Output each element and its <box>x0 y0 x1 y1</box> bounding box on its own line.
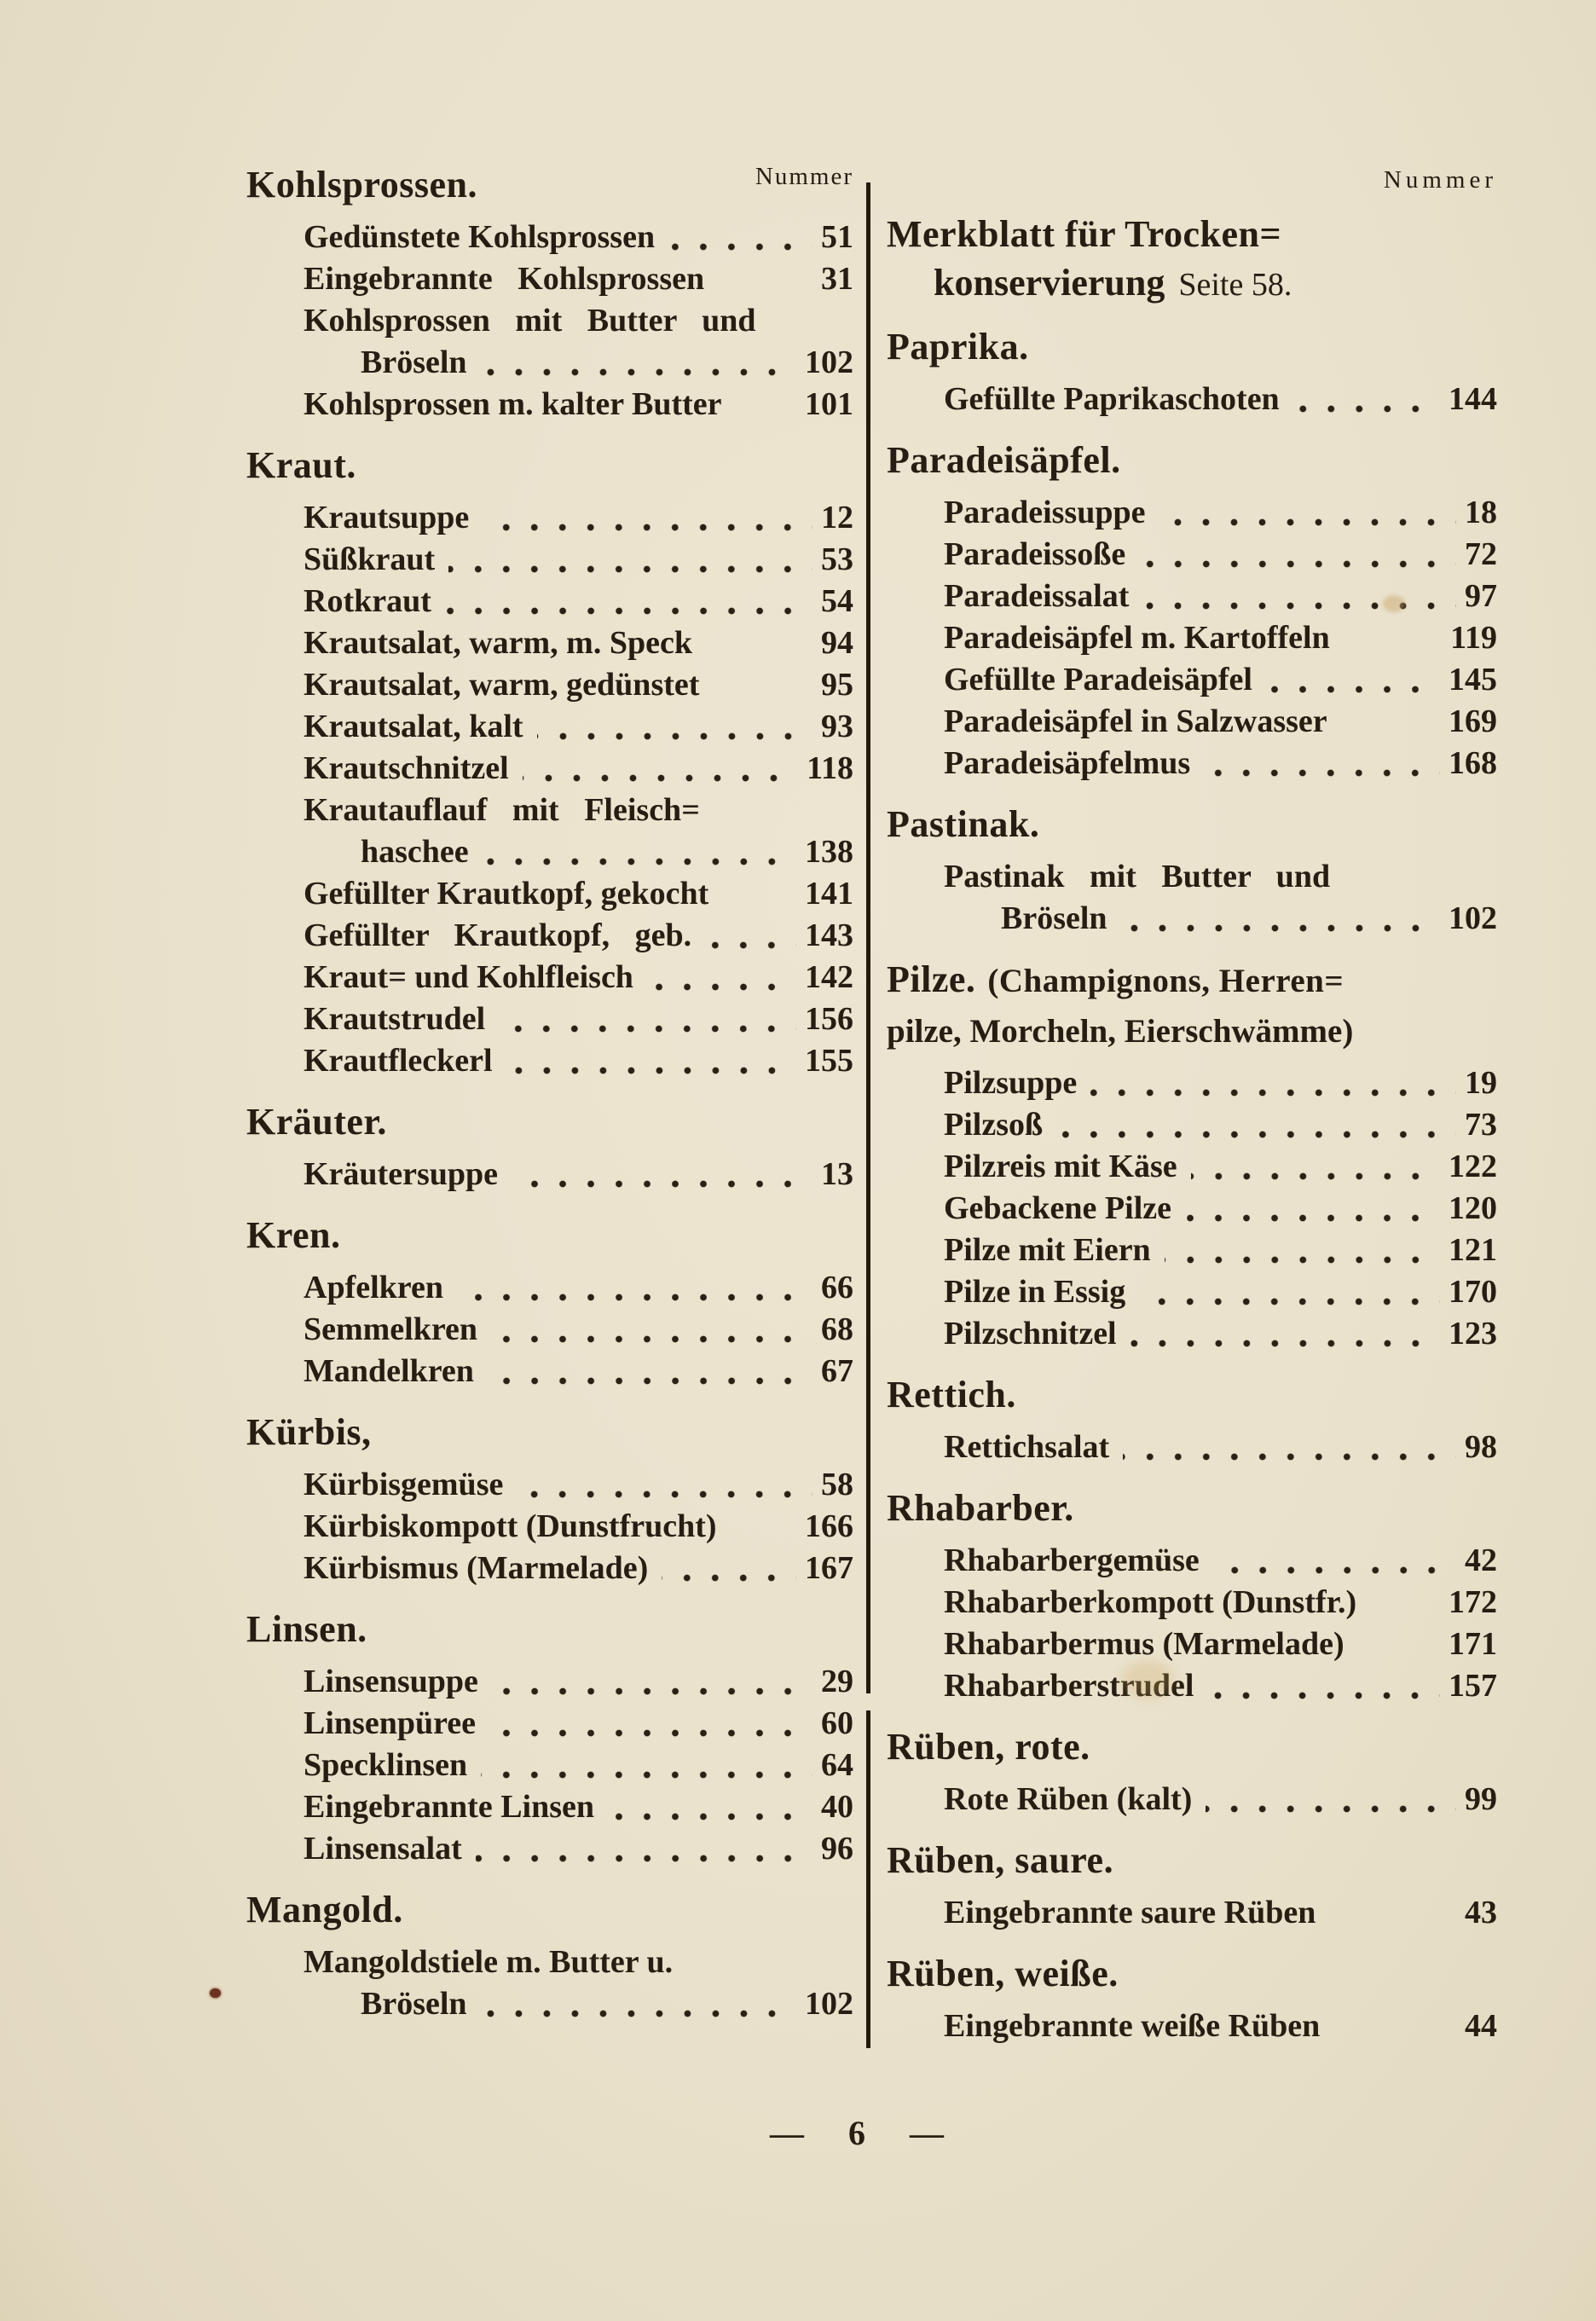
entry-number: 58 <box>821 1467 853 1502</box>
dot-leader <box>1335 644 1442 651</box>
entry-label: Kräutersuppe <box>304 1156 498 1192</box>
entry-label: Pilzsoß <box>944 1107 1044 1143</box>
dot-leader <box>727 410 797 418</box>
entry-number: 118 <box>807 750 853 786</box>
column-divider <box>866 182 870 1693</box>
entry-label: Rote Rüben (kalt) <box>944 1781 1193 1817</box>
index-entry <box>246 497 853 539</box>
section-heading <box>246 1887 853 1933</box>
entry-number: 43 <box>1465 1895 1497 1930</box>
dot-leader <box>1121 924 1440 932</box>
dot-leader <box>481 2010 796 2017</box>
entry-number: 168 <box>1449 745 1497 781</box>
entry-number: 31 <box>821 261 853 297</box>
index-entry <box>887 617 1497 659</box>
section-heading-line2 <box>887 1008 1497 1054</box>
entry-label: Kürbiskompott (Dunstfrucht) <box>304 1508 717 1544</box>
entry-number: 40 <box>821 1789 853 1825</box>
dot-leader <box>714 900 796 907</box>
dot-leader <box>1139 1298 1440 1305</box>
section-heading <box>887 957 1497 1004</box>
entry-number: 166 <box>805 1508 853 1544</box>
section-title-note: pilze, Morcheln, Eierschwämme) <box>887 1013 1354 1050</box>
entry-number: 102 <box>805 344 853 380</box>
section-heading <box>246 1606 853 1652</box>
index-entry <box>887 1540 1497 1582</box>
section-title: Paradeisäpfel. <box>887 439 1121 481</box>
entry-label: Krautsalat, warm, m. Speck <box>304 625 692 661</box>
entry-number: 97 <box>1465 578 1497 614</box>
index-entry <box>246 1351 853 1392</box>
entry-number: 72 <box>1465 536 1497 572</box>
entry-number: 64 <box>821 1747 853 1783</box>
entry-label: Rhabarbergemüse <box>944 1543 1200 1578</box>
entry-label: Eingebrannte Linsen <box>304 1789 595 1825</box>
section-heading <box>887 1838 1497 1884</box>
section-title: Kohlsprossen. <box>246 164 477 205</box>
dot-leader <box>512 1180 812 1188</box>
entry-number: 167 <box>805 1550 853 1586</box>
page-number <box>729 2113 985 2153</box>
entry-label: Krautauflauf mit Fleisch= <box>304 792 700 828</box>
dot-leader <box>445 607 812 615</box>
entry-label: Eingebrannte saure Rüben <box>944 1895 1316 1930</box>
dot-leader <box>1139 560 1456 568</box>
section-heading <box>246 443 853 489</box>
index-entry <box>246 1548 853 1589</box>
entry-number: 12 <box>821 500 853 535</box>
index-entry <box>246 1703 853 1745</box>
entry-label: Krautsuppe <box>304 500 470 535</box>
entry-label: Kürbisgemüse <box>304 1467 504 1502</box>
section-title: Rhabarber. <box>887 1487 1074 1529</box>
entry-label: Pilzsuppe <box>944 1065 1078 1101</box>
entry-number: 143 <box>805 917 853 953</box>
index-entry <box>887 492 1497 534</box>
index-entry <box>887 743 1497 784</box>
section-heading <box>887 1372 1497 1418</box>
section-heading <box>887 1951 1497 1997</box>
page-number-value: 6 <box>848 2114 865 2152</box>
entry-label: Gefüllte Paprikaschoten <box>944 381 1280 417</box>
dot-leader <box>457 1294 812 1301</box>
entry-label: Gefüllter Krautkopf, gekocht <box>304 876 709 912</box>
section-title: Kürbis, <box>246 1411 372 1453</box>
entry-number: 138 <box>805 834 853 870</box>
entry-number: 29 <box>821 1664 853 1699</box>
entry-label: Paradeissuppe <box>944 495 1146 530</box>
index-entry <box>887 701 1497 743</box>
entry-number: 119 <box>1450 620 1497 656</box>
section-heading <box>887 1724 1497 1770</box>
entry-number: 155 <box>805 1043 853 1079</box>
entry-label: Kohlsprossen mit Butter und <box>304 303 756 339</box>
entry-label: Rhabarberstrudel <box>944 1668 1194 1704</box>
index-entry <box>246 1942 853 1983</box>
index-entry <box>246 1154 853 1195</box>
index-entry <box>246 300 853 342</box>
index-entry <box>246 748 853 790</box>
index-entry <box>246 1506 853 1548</box>
entry-number: 102 <box>805 1986 853 2022</box>
entry-number: 68 <box>821 1311 853 1347</box>
entry-label: Bröseln <box>361 344 467 380</box>
page-number-dash: — <box>910 2114 944 2152</box>
entry-number: 141 <box>805 876 853 912</box>
dot-leader <box>481 368 796 376</box>
entry-number: 98 <box>1465 1429 1497 1465</box>
index-entry <box>887 576 1497 617</box>
dot-leader <box>517 1490 812 1498</box>
entry-label: Kürbismus (Marmelade) <box>304 1550 649 1586</box>
index-entry <box>887 1230 1497 1271</box>
dot-leader <box>1333 727 1440 735</box>
section-heading <box>246 162 853 208</box>
section-heading <box>887 211 1497 258</box>
dot-leader <box>506 1067 796 1074</box>
index-entry <box>246 706 853 748</box>
entry-number: 170 <box>1449 1274 1497 1310</box>
dot-leader <box>489 1729 812 1737</box>
entry-label: Bröseln <box>361 1986 467 2022</box>
dot-leader <box>1191 1172 1440 1180</box>
index-entry <box>246 622 853 664</box>
section-heading <box>246 1409 853 1456</box>
entry-number: 102 <box>1449 900 1497 936</box>
section-heading <box>887 437 1497 483</box>
dot-leader <box>448 565 812 573</box>
section-title: Linsen. <box>246 1608 367 1650</box>
dot-leader <box>483 858 796 865</box>
entry-label: Krautstrudel <box>304 1001 486 1037</box>
dot-leader <box>1130 1340 1440 1347</box>
entry-number: 121 <box>1449 1232 1497 1268</box>
dot-leader <box>608 1813 812 1820</box>
entry-label: Linsenpüree <box>304 1705 477 1741</box>
entry-number: 122 <box>1449 1149 1497 1184</box>
entry-number: 13 <box>821 1156 853 1192</box>
index-entry <box>246 915 853 957</box>
section-heading <box>246 1099 853 1145</box>
index-entry <box>887 379 1497 420</box>
section-title: Kräuter. <box>246 1101 387 1143</box>
entry-number: 93 <box>821 709 853 744</box>
index-entry <box>246 1786 853 1828</box>
section-heading <box>246 1213 853 1259</box>
index-entry <box>246 539 853 581</box>
dot-leader <box>1090 1089 1456 1097</box>
dot-leader <box>1123 1453 1456 1461</box>
index-entry <box>246 258 853 300</box>
section-title: Mangold. <box>246 1889 403 1930</box>
entry-number: 66 <box>821 1270 853 1305</box>
entry-label: Pastinak mit Butter und <box>944 859 1331 894</box>
dot-leader <box>705 941 796 949</box>
index-entry <box>246 1040 853 1082</box>
index-entry <box>887 898 1497 940</box>
index-entry <box>246 1309 853 1351</box>
index-entry <box>246 1267 853 1309</box>
dot-leader <box>488 1377 812 1385</box>
entry-label: Bröseln <box>1001 900 1107 936</box>
section-heading-line2 <box>887 261 1497 307</box>
index-entry <box>246 831 853 873</box>
dot-leader <box>668 243 812 251</box>
dot-leader <box>1213 1566 1456 1574</box>
index-entry <box>246 664 853 706</box>
entry-label: Paradeissoße <box>944 536 1126 572</box>
dot-leader <box>647 983 796 991</box>
dot-leader <box>491 1335 812 1343</box>
entry-number: 60 <box>821 1705 853 1741</box>
section-title-continued: konservierung <box>934 262 1165 304</box>
entry-label: Gefüllter Krautkopf, geb. <box>304 917 692 953</box>
entry-label: Paradeisäpfelmus <box>944 745 1191 781</box>
entry-number: 42 <box>1465 1543 1497 1578</box>
column-divider <box>866 1710 870 2048</box>
entry-label: Krautsalat, kalt <box>304 709 523 744</box>
index-entry <box>887 1104 1497 1146</box>
page-number-dash: — <box>770 2114 804 2152</box>
section-title: Paprika. <box>887 326 1029 368</box>
dot-leader <box>1325 2032 1456 2040</box>
entry-number: 67 <box>821 1353 853 1389</box>
entry-label: Gebackene Pilze <box>944 1190 1171 1226</box>
entry-label: Gedünstete Kohlsprossen <box>304 219 656 255</box>
index-entry <box>246 1661 853 1703</box>
entry-label: Süßkraut <box>304 541 436 577</box>
entry-number: 169 <box>1449 703 1497 739</box>
entry-number: 142 <box>805 959 853 995</box>
dot-leader <box>1056 1131 1456 1138</box>
entry-number: 101 <box>805 386 853 422</box>
section-title-note: (Champignons, Herren= <box>987 963 1344 999</box>
index-entry <box>887 1313 1497 1355</box>
dot-leader <box>1159 518 1456 526</box>
entry-label: Kohlsprossen m. kalter Butter <box>304 386 722 422</box>
fox-spot <box>1122 1661 1173 1699</box>
index-entry <box>246 342 853 384</box>
dot-leader <box>537 732 812 740</box>
index-entry <box>246 1828 853 1870</box>
entry-number: 145 <box>1449 662 1497 697</box>
entry-number: 171 <box>1449 1626 1497 1662</box>
index-entry <box>246 998 853 1040</box>
index-entry <box>887 1779 1497 1820</box>
entry-label: Paradeisäpfel in Salzwasser <box>944 703 1327 739</box>
entry-label: Apfelkren <box>304 1270 443 1305</box>
entry-label: Rettichsalat <box>944 1429 1110 1465</box>
section-heading <box>887 324 1497 370</box>
entry-number: 144 <box>1449 381 1497 417</box>
dot-leader <box>709 285 812 292</box>
section-title: Rüben, rote. <box>887 1726 1090 1768</box>
dot-leader <box>1206 1805 1456 1813</box>
index-entry <box>246 1464 853 1506</box>
dot-leader <box>662 1574 796 1582</box>
dot-leader <box>481 1771 812 1779</box>
entry-number: 157 <box>1449 1668 1497 1704</box>
index-entry <box>246 873 853 915</box>
entry-label: Paradeissalat <box>944 578 1130 614</box>
number-column-header: Nummer <box>755 163 853 190</box>
dot-leader <box>1207 1692 1440 1699</box>
dot-leader <box>722 1532 796 1540</box>
left-column <box>246 162 853 2025</box>
entry-label: Krautsalat, warm, gedünstet <box>304 667 700 703</box>
entry-label: Pilzschnitzel <box>944 1316 1117 1352</box>
entry-label: Pilzreis mit Käse <box>944 1149 1177 1184</box>
index-entry <box>887 1665 1497 1707</box>
dot-leader <box>1185 1214 1440 1222</box>
entry-number: 99 <box>1465 1781 1497 1817</box>
number-column-header: Nummer <box>1383 166 1497 194</box>
section-title: Rüben, saure. <box>887 1839 1114 1881</box>
entry-label: Semmelkren <box>304 1311 478 1347</box>
entry-label: Mandelkren <box>304 1353 474 1389</box>
index-entry <box>887 1427 1497 1468</box>
fox-spot <box>1383 595 1405 612</box>
entry-number: 123 <box>1449 1316 1497 1352</box>
entry-label: haschee <box>361 834 469 870</box>
entry-number: 156 <box>805 1001 853 1037</box>
entry-number: 54 <box>821 583 853 619</box>
section-title: Pilze. <box>887 958 976 1000</box>
dot-leader <box>1204 769 1440 777</box>
ink-speck <box>210 1988 221 1998</box>
dot-leader <box>476 1855 812 1862</box>
entry-number: 95 <box>821 667 853 703</box>
section-title: Pastinak. <box>887 803 1040 845</box>
index-entry <box>246 217 853 258</box>
entry-number: 53 <box>821 541 853 577</box>
dot-leader <box>492 1687 812 1695</box>
index-entry <box>887 1146 1497 1188</box>
section-heading <box>887 802 1497 848</box>
section-title: Kren. <box>246 1214 341 1256</box>
index-entry <box>246 581 853 622</box>
index-entry <box>246 790 853 831</box>
entry-label: Gefüllte Paradeisäpfel <box>944 662 1252 697</box>
index-entry <box>887 534 1497 576</box>
entry-number: 172 <box>1449 1584 1497 1620</box>
dot-leader <box>1266 686 1440 693</box>
entry-label: Rhabarbermus (Marmelade) <box>944 1626 1344 1662</box>
dot-leader <box>1142 602 1456 610</box>
dot-leader <box>483 524 812 531</box>
entry-label: Eingebrannte Kohlsprossen <box>304 261 705 297</box>
dot-leader <box>1362 1608 1440 1616</box>
section-title: Kraut. <box>246 444 356 486</box>
entry-label: Eingebrannte weiße Rüben <box>944 2008 1321 2044</box>
index-entry <box>887 1624 1497 1665</box>
entry-label: Krautfleckerl <box>304 1043 493 1079</box>
dot-leader <box>1165 1256 1440 1264</box>
index-entry <box>887 856 1497 898</box>
entry-label: Rhabarberkompott (Dunstfr.) <box>944 1584 1357 1620</box>
index-entry <box>887 1271 1497 1313</box>
entry-label: Specklinsen <box>304 1747 468 1783</box>
entry-label: Mangoldstiele m. Butter u. <box>304 1944 674 1980</box>
index-entry <box>246 384 853 425</box>
entry-number: 73 <box>1465 1107 1497 1143</box>
section-title: Merkblatt für Trocken= <box>887 213 1282 255</box>
dot-leader <box>697 649 812 657</box>
entry-number: 94 <box>821 625 853 661</box>
entry-label: Pilze mit Eiern <box>944 1232 1151 1268</box>
index-entry <box>887 659 1497 701</box>
entry-label: Kraut= und Kohlfleisch <box>304 959 633 995</box>
dot-leader <box>523 774 798 782</box>
section-title: Rüben, weiße. <box>887 1953 1119 1994</box>
entry-number: 44 <box>1465 2008 1497 2044</box>
dot-leader <box>499 1025 796 1033</box>
index-entry <box>887 1892 1497 1934</box>
index-entry <box>887 1188 1497 1230</box>
dot-leader <box>704 691 812 698</box>
section-title: Rettich. <box>887 1374 1016 1415</box>
entry-label: Paradeisäpfel m. Kartoffeln <box>944 620 1330 656</box>
index-entry <box>887 1582 1497 1624</box>
index-entry <box>887 2006 1497 2047</box>
entry-label: Pilze in Essig <box>944 1274 1126 1310</box>
entry-number: 51 <box>821 219 853 255</box>
entry-label: Krautschnitzel <box>304 750 509 786</box>
entry-number: 18 <box>1465 495 1497 530</box>
index-entry <box>246 1983 853 2025</box>
right-column <box>887 162 1497 2047</box>
dot-leader <box>1321 1919 1456 1926</box>
entry-number: 120 <box>1449 1190 1497 1226</box>
section-heading <box>887 1485 1497 1531</box>
index-entry <box>887 1062 1497 1104</box>
entry-number: 96 <box>821 1831 853 1867</box>
entry-label: Rotkraut <box>304 583 431 619</box>
dot-leader <box>1350 1650 1440 1658</box>
entry-label: Linsensalat <box>304 1831 462 1867</box>
index-entry <box>246 1745 853 1786</box>
index-entry <box>246 957 853 998</box>
section-subtitle: Seite 58. <box>1178 267 1292 303</box>
dot-leader <box>1293 405 1440 413</box>
entry-label: Linsensuppe <box>304 1664 478 1699</box>
entry-number: 19 <box>1465 1065 1497 1101</box>
